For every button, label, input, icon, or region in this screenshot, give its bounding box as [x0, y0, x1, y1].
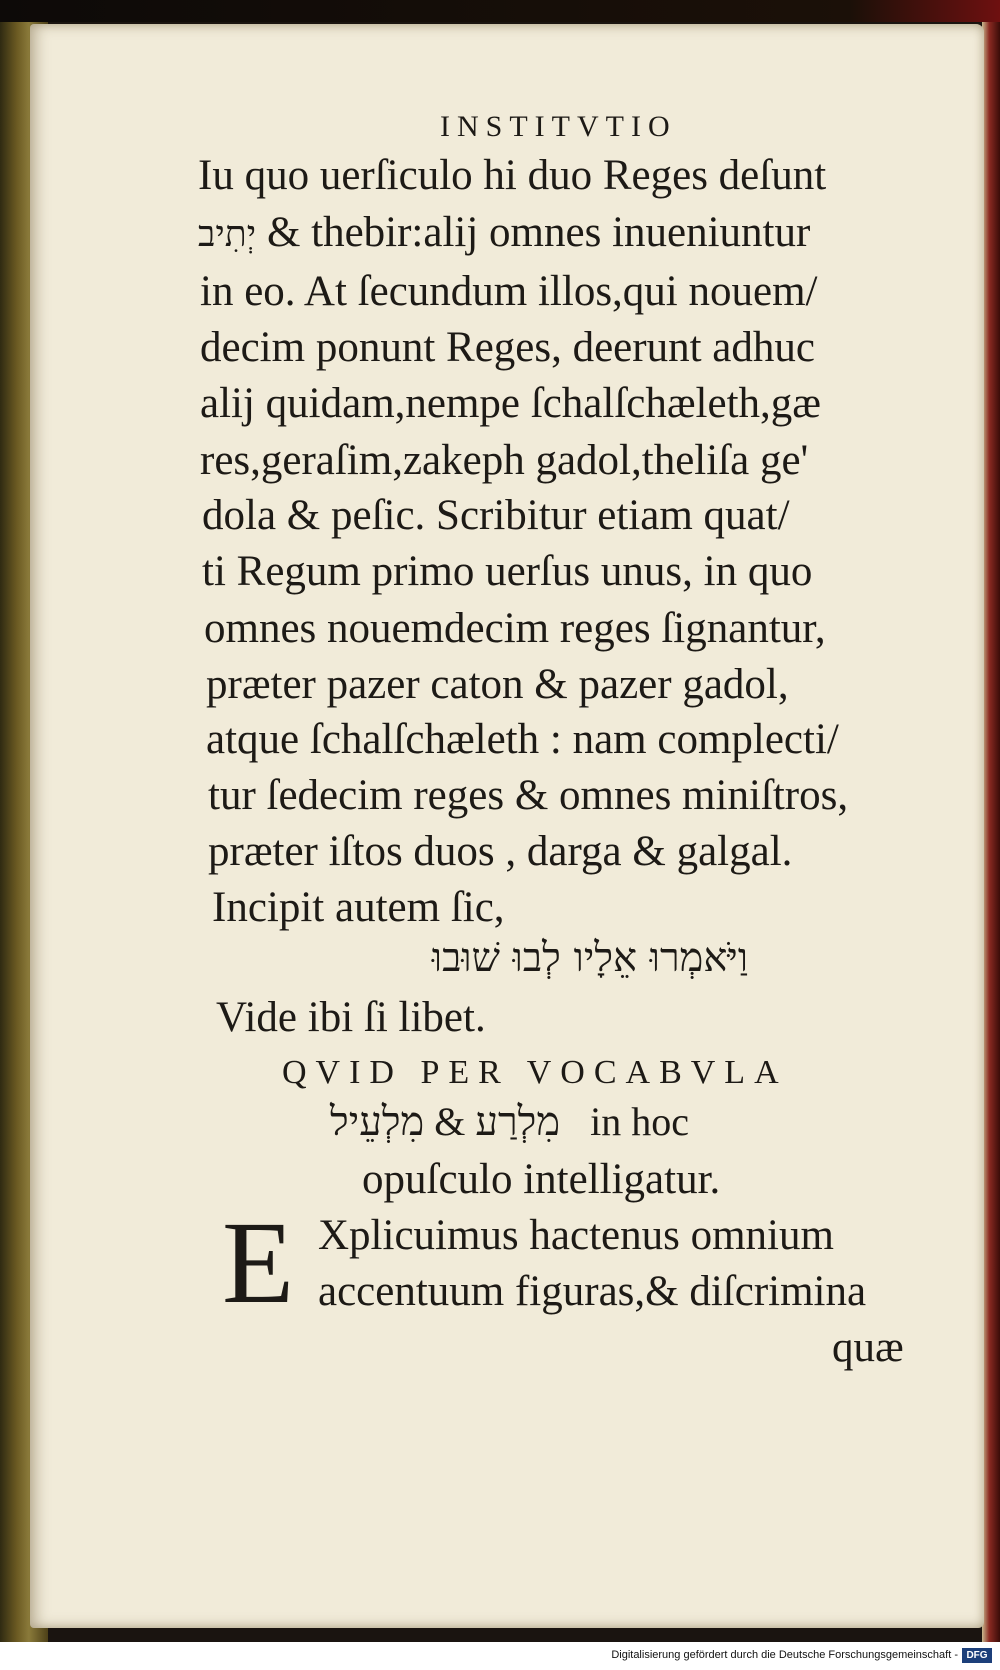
subheading-line-2	[330, 1099, 689, 1145]
footer-credit: Digitalisierung gefördert durch die Deutsche Forschungsgemeinschaft -	[611, 1649, 958, 1661]
hebrew-word: יְתִיב	[198, 214, 257, 255]
text-line-7: dola & peſic. Scribitur etiam quat/	[202, 492, 790, 539]
running-head: INSTITVTIO	[440, 110, 677, 143]
text-line-8: ti Regum primo uerſus unus, in quo	[202, 548, 813, 595]
text-line-13: præter iſtos duos , darga & galgal.	[208, 828, 793, 875]
text-line-10: præter pazer caton & pazer gadol,	[206, 661, 789, 708]
text-line-12: tur ſedecim reges & omnes miniſtros,	[208, 772, 849, 819]
vide-line: Vide ibi ſi libet.	[216, 994, 486, 1041]
hebrew-term-milel: מִלְעֵיל	[330, 1099, 425, 1145]
text-line-1: Iu quo uerſiculo hi duo Reges deſunt	[198, 152, 827, 199]
footer-bar	[0, 1642, 1000, 1670]
hebrew-term-milra: מִלְרַע	[475, 1099, 561, 1145]
text-line-2	[198, 211, 810, 254]
subheading-amp: &	[434, 1099, 466, 1144]
paragraph-line-2: accentuum figuras,& diſcrimina	[318, 1268, 867, 1315]
text-line-9: omnes nouemdecim reges ſignantur,	[204, 605, 826, 652]
top-dark-border	[0, 0, 1000, 22]
text-line-14: Incipit autem ſic,	[212, 884, 505, 931]
text-line-4: decim ponunt Reges, deerunt adhuc	[200, 324, 815, 371]
subheading-line-3: opuſculo intelligatur.	[362, 1156, 721, 1203]
text-line-5: alij quidam,nempe ſchalſchæleth,gæ	[200, 380, 821, 427]
page-text	[30, 24, 984, 1628]
paragraph-line-1: Xplicuimus hactenus omnium	[318, 1212, 834, 1259]
page-edge	[982, 22, 1000, 1642]
section-subheading: QVID PER VOCABVLA	[282, 1054, 788, 1091]
text-line-6: res,geraſim,zakeph gadol,theliſa ge'	[200, 437, 809, 484]
catchword: quæ	[832, 1324, 904, 1371]
dfg-logo: DFG	[962, 1648, 992, 1663]
text-line-11: atque ſchalſchæleth : nam complecti/	[206, 716, 839, 763]
hebrew-verse: וַיֹּאמְרוּ אֵלָיו לְבוּ שׁוּבוּ	[431, 935, 749, 981]
text-line-2-latin: & thebir:alij omnes inueniuntur	[266, 209, 811, 256]
drop-cap: E	[222, 1197, 295, 1328]
book-page	[30, 24, 984, 1628]
text-line-3: in eo. At ſecundum illos,qui nouem/	[200, 268, 818, 315]
subheading-latin: in hoc	[590, 1099, 689, 1144]
